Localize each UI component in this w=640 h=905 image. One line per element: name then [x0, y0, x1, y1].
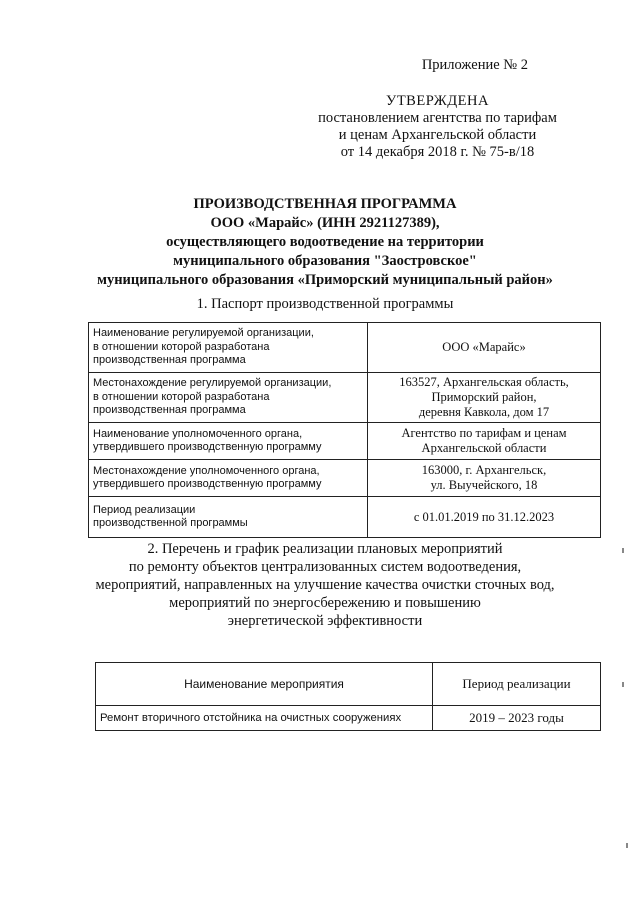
event-name-cell: Ремонт вторичного отстойника на очистных сооружениях	[96, 706, 433, 731]
table-row	[89, 460, 601, 497]
table-row	[89, 423, 601, 460]
section-2-title-line: мероприятий, направленных на улучшение качества очистки сточных вод,	[95, 577, 555, 593]
approval-line-2: и ценам Архангельской области	[338, 127, 537, 143]
section-2-title	[60, 540, 590, 630]
header-cell-period: Период реализации	[433, 663, 601, 706]
cell-line: утвердившего производственную программу	[93, 441, 322, 453]
cell-line: ул. Выучейского, 18	[430, 478, 538, 492]
scan-speck	[622, 682, 624, 687]
cell-line: 163527, Архангельская область,	[399, 375, 569, 389]
title-line-3: осуществляющего водоотведение на территории	[166, 234, 484, 250]
cell-line: ООО «Марайс»	[442, 340, 526, 354]
table-row	[89, 497, 601, 538]
title-line-1: ПРОИЗВОДСТВЕННАЯ ПРОГРАММА	[193, 196, 457, 212]
passport-label-cell	[89, 497, 368, 538]
cell-line: Наименование уполномоченного органа,	[93, 427, 303, 440]
title-line-4: муниципального образования "Заостровское"	[173, 253, 477, 269]
events-table	[95, 662, 601, 731]
header-cell-event-name: Наименование мероприятия	[96, 663, 433, 706]
passport-label-cell	[89, 373, 368, 423]
approval-block	[300, 93, 575, 161]
section-2-title-line: 2. Перечень и график реализации плановых мероприятий	[147, 541, 503, 557]
cell-line: деревня Кавкола, дом 17	[418, 405, 550, 419]
passport-table	[88, 322, 601, 538]
approval-line-1: постановлением агентства по тарифам	[318, 110, 557, 126]
table-header-row	[96, 663, 601, 706]
passport-label-cell	[89, 423, 368, 460]
cell-line: Местонахождение регулируемой организации,	[93, 377, 332, 390]
cell-line: в отношении которой разработана	[93, 340, 270, 353]
section-2-title-line: по ремонту объектов централизованных систем водоотведения,	[128, 559, 522, 575]
table-row	[89, 323, 601, 373]
event-period-cell: 2019 – 2023 годы	[433, 706, 601, 731]
section-1-title: 1. Паспорт производственной программы	[196, 296, 454, 312]
document-title	[60, 195, 590, 290]
title-line-5: муниципального образования «Приморский муниципальный район»	[97, 272, 553, 288]
cell-line: производственная программа	[93, 404, 246, 417]
cell-line: производственной программы	[93, 517, 248, 529]
passport-value-cell	[368, 373, 601, 423]
passport-value-cell	[368, 323, 601, 373]
passport-value-cell	[368, 423, 601, 460]
cell-line: Наименование регулируемой организации,	[93, 327, 314, 340]
cell-line: утвердившего производственную программу	[93, 478, 322, 490]
cell-line: Местонахождение уполномоченного органа,	[93, 464, 320, 477]
cell-line: Архангельской области	[421, 441, 547, 455]
passport-label-cell	[89, 323, 368, 373]
cell-line: с 01.01.2019 по 31.12.2023	[413, 509, 555, 524]
passport-label-cell	[89, 460, 368, 497]
passport-value-cell	[368, 497, 601, 538]
cell-line: 163000, г. Архангельск,	[421, 463, 547, 477]
cell-line: Агентство по тарифам и ценам	[401, 426, 567, 440]
cell-line: Период реализации	[93, 503, 196, 516]
approved-heading: УТВЕРЖДЕНА	[386, 93, 489, 109]
appendix-label: Приложение № 2	[421, 57, 528, 73]
cell-line: в отношении которой разработана	[93, 390, 270, 403]
title-line-2: ООО «Марайс» (ИНН 2921127389),	[210, 215, 440, 231]
scan-speck	[622, 548, 624, 553]
table-row	[96, 706, 601, 731]
cell-line: Приморский район,	[431, 390, 537, 404]
passport-value-cell	[368, 460, 601, 497]
approval-line-3: от 14 декабря 2018 г. № 75-в/18	[340, 144, 535, 160]
section-2-title-line: энергетической эффективности	[227, 613, 423, 629]
table-row	[89, 373, 601, 423]
cell-line: производственная программа	[93, 354, 246, 367]
section-2-title-line: мероприятий по энергосбережению и повышению	[169, 595, 481, 611]
scan-speck	[626, 843, 628, 848]
